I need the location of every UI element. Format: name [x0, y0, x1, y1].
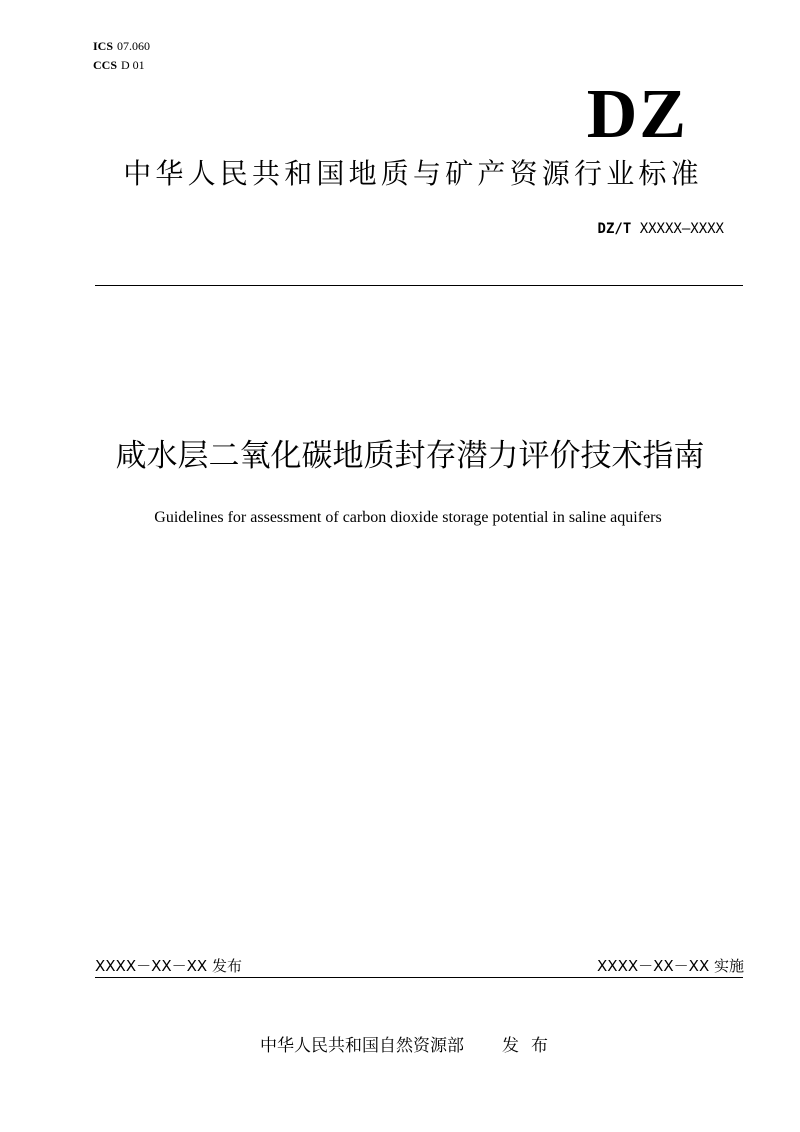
ics-label: ICS: [93, 39, 114, 53]
header-divider: [95, 285, 743, 286]
ccs-classification: [93, 58, 145, 72]
document-title-chinese: 咸水层二氧化碳地质封存潜力评价技术指南: [115, 438, 705, 474]
standard-code: [598, 220, 724, 238]
dz-logo: DZ: [586, 76, 688, 153]
standard-category-title: 中华人民共和国地质与矿产资源行业标准: [123, 157, 703, 190]
issuer-name: 中华人民共和国自然资源部: [260, 1036, 464, 1056]
publish-date: XXXX－XX－XX 发布: [95, 957, 242, 975]
ccs-value: D 01: [121, 58, 145, 72]
ics-value: 07.060: [117, 39, 151, 53]
issuer-line: [0, 1034, 800, 1058]
issuer-action: 发布: [502, 1036, 560, 1056]
standard-code-prefix: DZ/T: [597, 221, 632, 237]
footer-divider: [95, 977, 743, 978]
ccs-label: CCS: [93, 58, 118, 72]
ics-classification: [93, 39, 150, 53]
implement-date: XXXX－XX－XX 实施: [597, 957, 744, 975]
document-title-english: Guidelines for assessment of carbon dioxide storage potential in saline aquifers: [154, 509, 662, 526]
standard-code-number: XXXXX—XXXX: [639, 221, 724, 237]
